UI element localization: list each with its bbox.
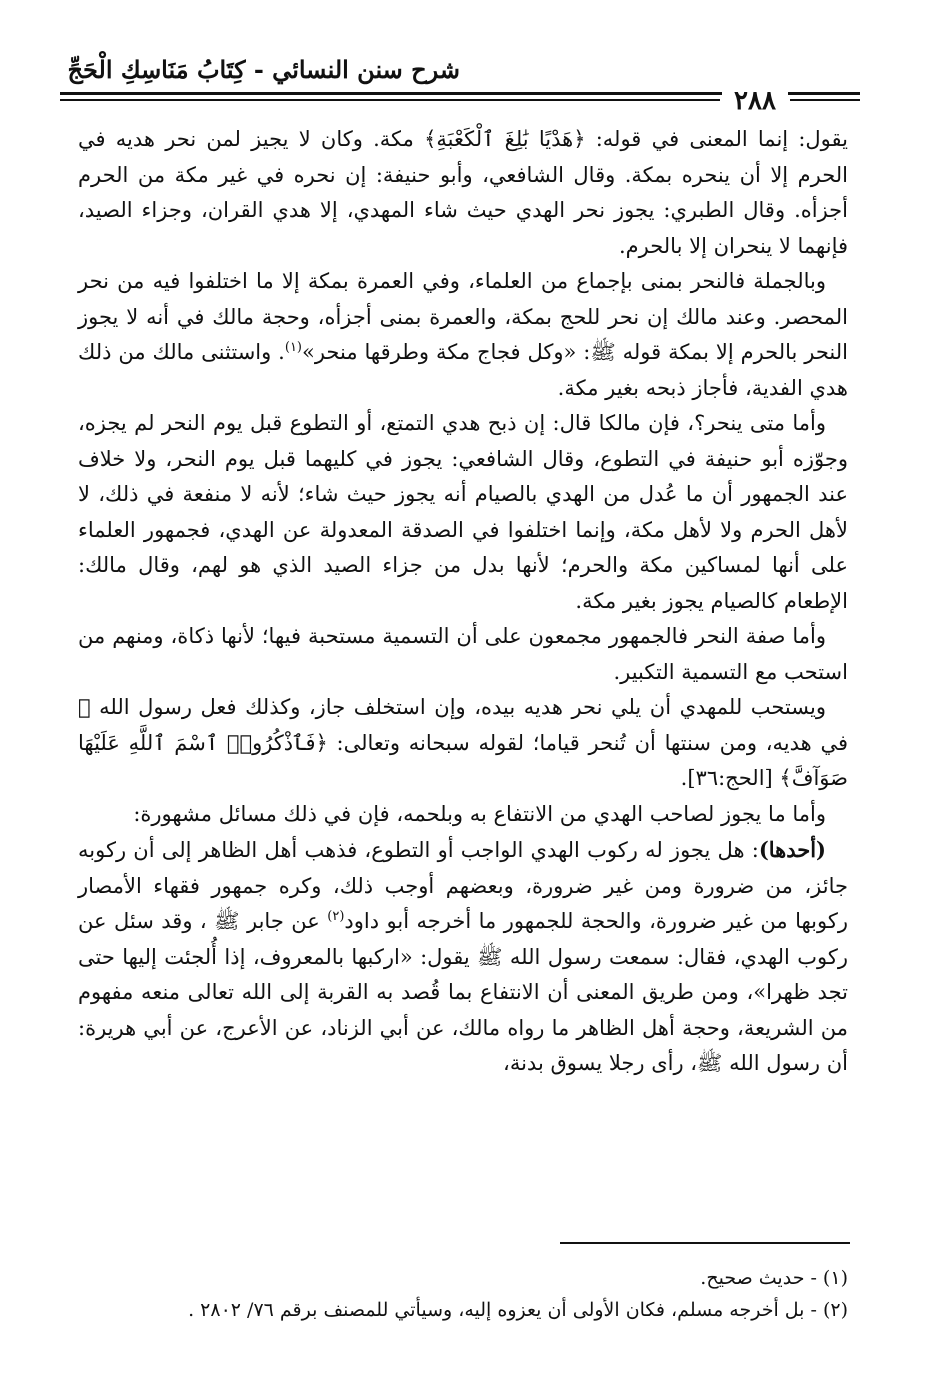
paragraph-2: وبالجملة فالنحر بمنى بإجماع من العلماء، وفي العمرة بمكة إلا ما اختلفوا فيه من نحر المحصر. وعند مالك إن نحر للحج بمكة، والعمرة بمنى أجزأه، وحجة مالك في أنه لا يجوز النحر بالحرم إلا بمكة قوله ﷺ: «وكل فجاج مكة وطرقها منحر»$^{(١)}$. واستثنى مالك من ذلك هدي الفدية، فأجاز ذبحه بغير مكة.	[78, 269, 848, 400]
paragraph-7-text: : هل يجوز له ركوب الهدي الواجب أو التطوع، فذهب أهل الظاهر إلى أن ركوبه جائز، من ضرورة ومن غير ضرورة، وبعضهم أوجب ذلك، وكره جمهور فقهاء الأمصار ركوبها من غير ضرورة، والحجة للجمهور ما أخرجه أبو داود	[78, 838, 848, 933]
paragraph-1: يقول: إنما المعنى في قوله: ﴿هَدْيًا بَٰلِغَ ٱلْكَعْبَةِ﴾ مكة. وكان لا يجيز لمن نحر هديه في الحرم إلا أن ينحره بمكة. وقال الشافعي، وأبو حنيفة: إن نحره في غير مكة من الحرم أجزأه. وقال الطبري: يجوز نحر الهدي حيث شاء المهدي، إلا هدي القران، وجزاء الصيد، فإنهما لا ينحران إلا بالحرم.	[78, 127, 848, 258]
footnote-2: (٢) - بل أخرجه مسلم، فكان الأولى أن يعزوه إليه، وسيأتي للمصنف برقم ٧٦/ ٢٨٠٢ .	[188, 1299, 848, 1321]
issue-heading: (أحدها)	[758, 837, 826, 862]
paragraph-3: وأما متى ينحر؟، فإن مالكا قال: إن ذبح هدي التمتع، أو التطوع قبل يوم النحر لم يجزه، وجوّزه أبو حنيفة في التطوع، وقال الشافعي: يجوز في كليهما قبل يوم النحر، ولا خلاف عند الجمهور أن ما عُدل من الهدي بالصيام أنه يجوز حيث شاء؛ لأنه لا منفعة في ذلك، لا لأهل الحرم ولا لأهل مكة، وإنما اختلفوا في الصدقة المعدولة عن الهدي، فجمهور العلماء على أنها لمساكين مكة والحرم؛ لأنها بدل من جزاء الصيد الذي هو لهم، وقال مالك: الإطعام كالصيام يجوز بغير مكة.	[78, 411, 848, 613]
running-title: شرح سنن النسائي - كِتَابُ مَنَاسِكِ الْحَجِّ	[67, 55, 460, 84]
paragraph-7	[78, 832, 848, 1082]
page-number: ٢٨٨	[722, 86, 788, 116]
paragraph-6: وأما ما يجوز لصاحب الهدي من الانتفاع به وبلحمه، فإن في ذلك مسائل مشهورة:	[133, 801, 826, 826]
paragraph-4: وأما صفة النحر فالجمهور مجمعون على أن التسمية مستحبة فيها؛ لأنها ذكاة، ومنهم من استحب مع التسمية التكبير.	[78, 624, 848, 684]
paragraph-2-tail: واستثنى مالك من ذلك هدي الفدية، فأجاز ذبحه بغير مكة.	[78, 340, 848, 400]
header-rule-right	[790, 99, 860, 101]
body-text	[78, 122, 848, 1082]
footnote-ref-2[interactable]: (٢)	[327, 909, 345, 924]
footnote-ref-1[interactable]: (١)	[284, 340, 302, 355]
footnote-separator	[560, 1242, 850, 1244]
paragraph-2-text: وبالجملة فالنحر بمنى بإجماع من العلماء، وفي العمرة بمكة إلا ما اختلفوا فيه من نحر المحصر. وعند مالك إن نحر للحج بمكة، والعمرة بمنى أجزأه، وحجة مالك في أنه لا يجوز النحر بالحرم إلا بمكة قوله ﷺ: «وكل فجاج مكة وطرقها منحر»	[78, 269, 848, 364]
footnote-1: (١) - حديث صحيح.	[700, 1267, 848, 1289]
footnotes	[78, 1262, 848, 1326]
paragraph-7-tail: عن جابر ﷺ ، وقد سئل عن ركوب الهدي، فقال: سمعت رسول الله ﷺ يقول: «اركبها بالمعروف، إذا أُلجئت إليها حتى تجد ظهرا»، ومن طريق المعنى أن الانتفاع بما قُصد به القربة إلى الله تعالى منعه مفهوم من الشريعة، وحجة أهل الظاهر ما رواه مالك، عن أبي الزناد، عن الأعرج، عن أبي هريرة: أن رسول الله ﷺ، رأى رجلا يسوق بدنة،	[78, 909, 848, 1075]
header-rule-left	[60, 99, 720, 101]
paragraph-5: ويستحب للمهدي أن يلي نحر هديه بيده، وإن استخلف جاز، وكذلك فعل رسول الله ﷺ في هديه، ومن سنتها أن تُنحر قياما؛ لقوله سبحانه وتعالى: ﴿فَٱذْكُرُوا۟ ٱسْمَ ٱللَّهِ عَلَيْهَا صَوَآفَّ﴾ [الحج:٣٦].	[78, 695, 848, 790]
